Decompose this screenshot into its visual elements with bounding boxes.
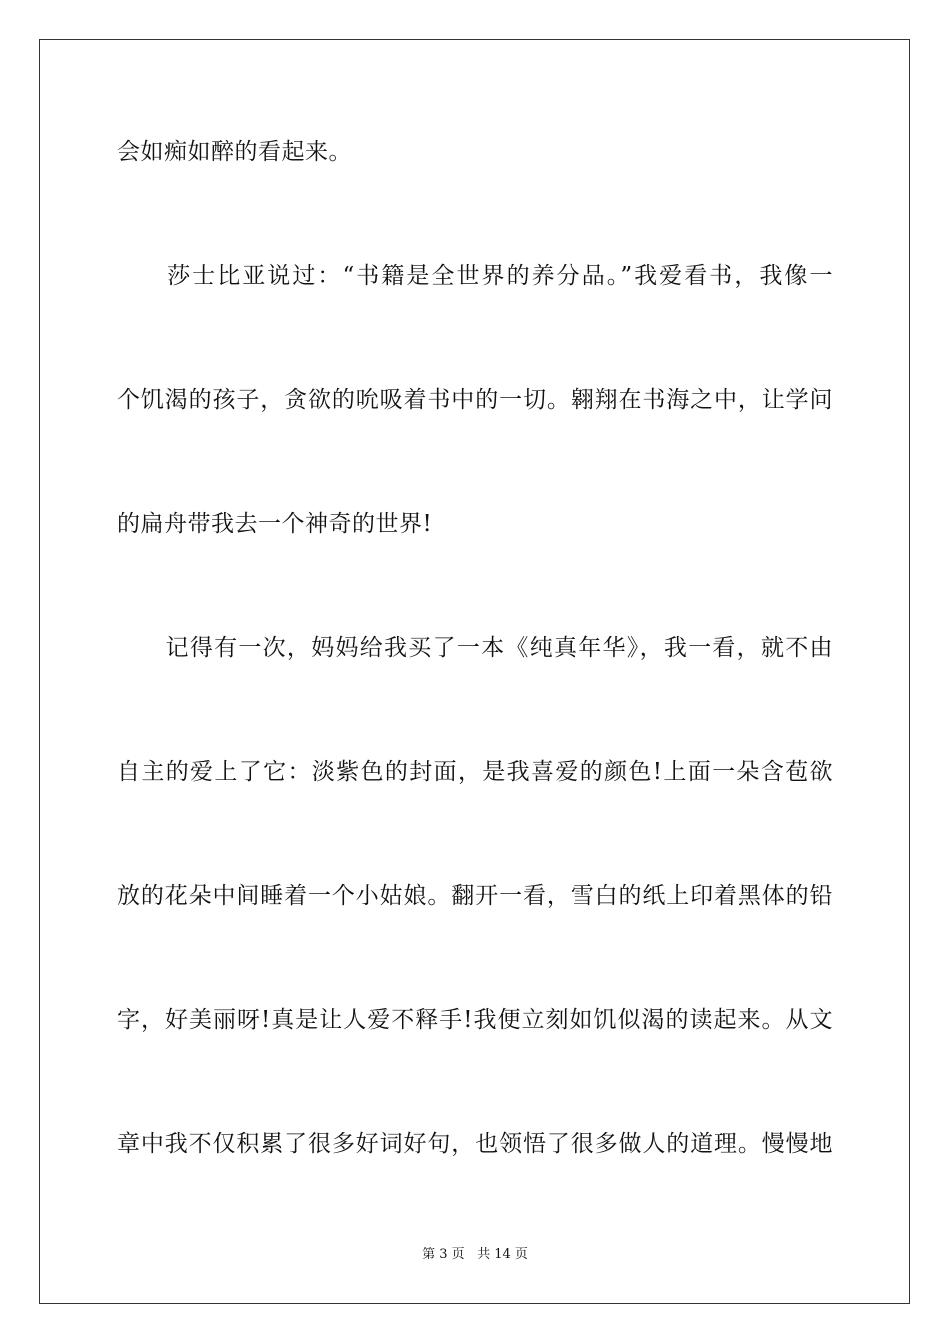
text-line-1: 会如痴如醉的看起来。	[117, 139, 352, 165]
text-line-6: 自主的爱上了它：淡紫色的封面，是我喜爱的颜色!上面一朵含苞欲	[117, 759, 833, 785]
text-line-4: 的扁舟带我去一个神奇的世界!	[117, 511, 433, 537]
text-line-9: 章中我不仅积累了很多好词好句，也领悟了很多做人的道理。慢慢地	[117, 1131, 833, 1157]
page-number: 第 3 页	[422, 1247, 465, 1262]
text-line-7: 放的花朵中间睡着一个小姑娘。翻开一看，雪白的纸上印着黑体的铅	[117, 883, 833, 909]
text-line-3: 个饥渴的孩子，贪欲的吮吸着书中的一切。翱翔在书海之中，让学问	[117, 387, 833, 413]
page-total: 共 14 页	[477, 1247, 528, 1262]
page-border	[39, 39, 910, 1304]
text-line-2: 莎士比亚说过：“书籍是全世界的养分品。”我爱看书，我像一	[117, 263, 833, 289]
text-line-5: 记得有一次，妈妈给我买了一本《纯真年华》，我一看，就不由	[117, 635, 833, 661]
page-footer	[0, 1246, 950, 1264]
text-line-8: 字，好美丽呀!真是让人爱不释手!我便立刻如饥似渴的读起来。从文	[117, 1007, 833, 1033]
